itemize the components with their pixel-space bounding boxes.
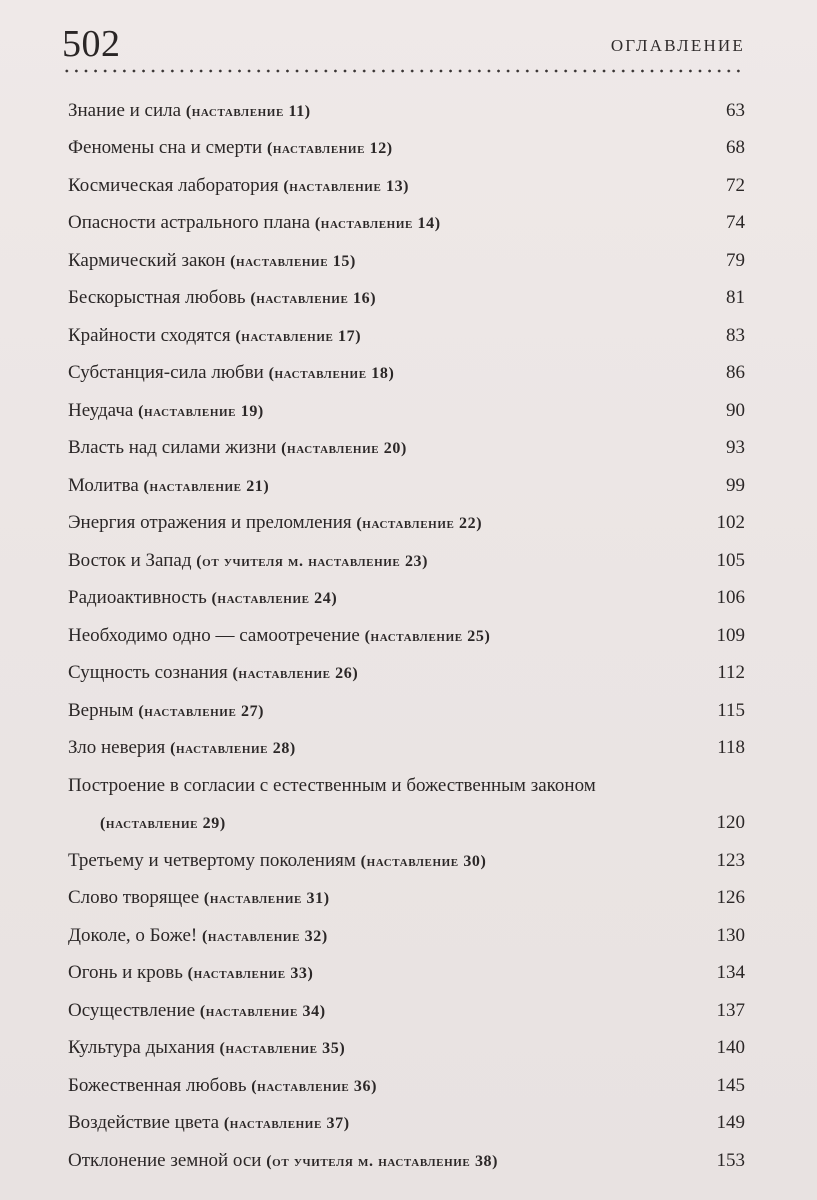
toc-entry[interactable] <box>68 430 745 468</box>
toc-entry[interactable] <box>68 205 745 243</box>
toc-entry-page: 99 <box>726 474 745 496</box>
toc-entry-page: 68 <box>726 137 745 159</box>
toc-entry-note: (наставление 14) <box>314 215 441 233</box>
toc-entry-title: Крайности сходятся (наставление 17) <box>68 324 362 346</box>
toc-entry-page: 74 <box>726 212 745 234</box>
toc-entry[interactable] <box>68 355 745 393</box>
dotted-divider <box>62 69 745 73</box>
toc-entry-page: 90 <box>726 399 745 421</box>
toc-entry[interactable] <box>68 505 745 543</box>
toc-entry-note: (наставление 19) <box>138 402 264 420</box>
toc-entry-title: Осуществление (наставление 34) <box>68 999 326 1021</box>
toc-entry-title: Радиоактивность (наставление 24) <box>68 587 338 609</box>
toc-entry-title: Космическая лаборатория (наставление 13) <box>68 174 410 196</box>
toc-entry-page: 106 <box>716 587 745 609</box>
toc-entry-note: (наставление 32) <box>201 927 328 945</box>
toc-entry-page: 153 <box>716 1149 745 1171</box>
toc-entry-title: Третьему и четвертому поколениям (наставление 30) <box>68 849 487 871</box>
toc-entry[interactable] <box>68 992 745 1030</box>
toc-entry-page: 134 <box>716 962 745 984</box>
toc-entry-note: (наставление 37) <box>223 1115 350 1133</box>
toc-entry-note: (наставление 17) <box>235 327 362 345</box>
toc-entry-page: 86 <box>726 362 745 384</box>
toc-entry-title: Субстанция-сила любви (наставление 18) <box>68 362 395 384</box>
toc-entry[interactable] <box>68 955 745 993</box>
toc-entry-page: 123 <box>716 849 745 871</box>
toc-entry-note: (наставление 18) <box>268 365 395 383</box>
toc-entry-page: 93 <box>726 437 745 459</box>
toc-entry-page: 140 <box>716 1037 745 1059</box>
toc-entry[interactable] <box>68 92 745 130</box>
toc-entry-page: 115 <box>717 699 745 721</box>
toc-entry-note: (наставление 34) <box>199 1002 326 1020</box>
page-number: 502 <box>62 23 121 65</box>
toc-entry[interactable] <box>68 692 745 730</box>
toc-entry-title: Слово творящее (наставление 31) <box>68 887 330 909</box>
toc-entry-note: (наставление 12) <box>266 140 393 158</box>
toc-entry[interactable] <box>68 130 745 168</box>
toc-entry-title: Неудача (наставление 19) <box>68 399 264 421</box>
toc-entry-note: (от учителя м. наставление 38) <box>266 1152 499 1170</box>
toc-entry-title: Огонь и кровь (наставление 33) <box>68 962 314 984</box>
toc-entry-note: (наставление 36) <box>251 1077 378 1095</box>
toc-entry[interactable] <box>68 167 745 205</box>
toc-entry[interactable] <box>68 467 745 505</box>
toc-entry-title: Доколе, о Боже! (наставление 32) <box>68 924 328 946</box>
toc-entry[interactable] <box>68 280 745 318</box>
toc-entry[interactable] <box>68 542 745 580</box>
toc-entry-page: 79 <box>726 249 745 271</box>
toc-entry-title: Культура дыхания (наставление 35) <box>68 1037 346 1059</box>
toc-entry-note: (наставление 27) <box>138 702 265 720</box>
toc-entry-note: (наставление 35) <box>219 1040 346 1058</box>
toc-entry-note: (наставление 11) <box>185 102 311 120</box>
toc-entry-page: 102 <box>716 512 745 534</box>
toc-entry-page: 118 <box>717 737 745 759</box>
toc-entry[interactable] <box>68 1105 745 1143</box>
toc-entry-note: (наставление 33) <box>187 965 314 983</box>
toc-entry-page: 126 <box>716 887 745 909</box>
toc-entry-title: Молитва (наставление 21) <box>68 474 270 496</box>
toc-entry-title: Отклонение земной оси (от учителя м. наставление 38) <box>68 1149 499 1171</box>
toc-entry-title: Энергия отражения и преломления (наставление 22) <box>68 512 483 534</box>
toc-entry-note: (наставление 28) <box>170 740 296 758</box>
toc-entry-page: 63 <box>726 99 745 121</box>
toc-entry-page: 120 <box>716 812 745 834</box>
toc-entry-note: (наставление 26) <box>232 665 359 683</box>
toc-entry[interactable] <box>68 1142 745 1180</box>
toc-entry-title: Необходимо одно — самоотречение (наставление 25) <box>68 624 491 646</box>
toc-entry-title: Сущность сознания (наставление 26) <box>68 662 359 684</box>
toc-entry-page: 72 <box>726 174 745 196</box>
toc-entry-title: Воздействие цвета (наставление 37) <box>68 1112 350 1134</box>
toc-entry-note: (наставление 29) <box>100 815 226 833</box>
toc-entry[interactable] <box>68 1067 745 1105</box>
toc-entry-title: Зло неверия (наставление 28) <box>68 737 296 759</box>
toc-entry-title: Знание и сила (наставление 11) <box>68 99 311 121</box>
table-of-contents <box>68 92 745 1180</box>
toc-entry[interactable] <box>68 880 745 918</box>
toc-entry-title: Опасности астрального плана (наставление 14) <box>68 212 441 234</box>
toc-entry-title: Власть над силами жизни (наставление 20) <box>68 437 407 459</box>
toc-entry[interactable] <box>68 317 745 355</box>
toc-entry-title: Восток и Запад (от учителя м. наставление 23) <box>68 549 429 571</box>
toc-entry-page: 130 <box>716 924 745 946</box>
toc-entry-title: Бескорыстная любовь (наставление 16) <box>68 287 377 309</box>
toc-entry[interactable] <box>68 617 745 655</box>
toc-entry-page: 83 <box>726 324 745 346</box>
toc-entry-page: 149 <box>716 1112 745 1134</box>
toc-entry[interactable] <box>68 392 745 430</box>
toc-entry-note: (наставление 21) <box>143 477 270 495</box>
toc-entry-note: (наставление 22) <box>356 515 483 533</box>
toc-entry-title: Верным (наставление 27) <box>68 699 265 721</box>
toc-entry-page: 145 <box>716 1074 745 1096</box>
toc-entry-title: Божественная любовь (наставление 36) <box>68 1074 378 1096</box>
toc-entry-note: (наставление 15) <box>230 252 356 270</box>
toc-entry-title: Построение в согласии с естественным и божественным законом <box>68 774 596 796</box>
toc-entry[interactable] <box>68 1030 745 1068</box>
toc-entry-note: (наставление 13) <box>283 177 410 195</box>
toc-entry-page: 109 <box>716 624 745 646</box>
toc-entry[interactable] <box>68 242 745 280</box>
toc-entry[interactable] <box>68 842 745 880</box>
toc-entry[interactable] <box>68 580 745 618</box>
toc-entry[interactable] <box>68 767 745 842</box>
toc-entry[interactable] <box>68 917 745 955</box>
toc-entry-title: Феномены сна и смерти (наставление 12) <box>68 137 393 159</box>
page-header <box>62 22 745 70</box>
toc-entry-note: (наставление 24) <box>211 590 338 608</box>
toc-entry[interactable] <box>68 730 745 768</box>
toc-entry-title: Кармический закон (наставление 15) <box>68 249 356 271</box>
toc-entry-note: (от учителя м. наставление 23) <box>196 552 429 570</box>
toc-entry-page: 112 <box>717 662 745 684</box>
toc-entry-page: 137 <box>716 999 745 1021</box>
toc-entry-note: (наставление 25) <box>364 627 491 645</box>
toc-entry-note: (наставление 20) <box>281 440 407 458</box>
toc-entry-note: (наставление 30) <box>360 852 487 870</box>
toc-entry[interactable] <box>68 655 745 693</box>
toc-entry-note: (наставление 31) <box>203 890 330 908</box>
toc-entry-page: 81 <box>726 287 745 309</box>
toc-entry-page: 105 <box>716 549 745 571</box>
toc-entry-note: (наставление 16) <box>250 290 377 308</box>
section-title: ОГЛАВЛЕНИЕ <box>610 36 745 55</box>
